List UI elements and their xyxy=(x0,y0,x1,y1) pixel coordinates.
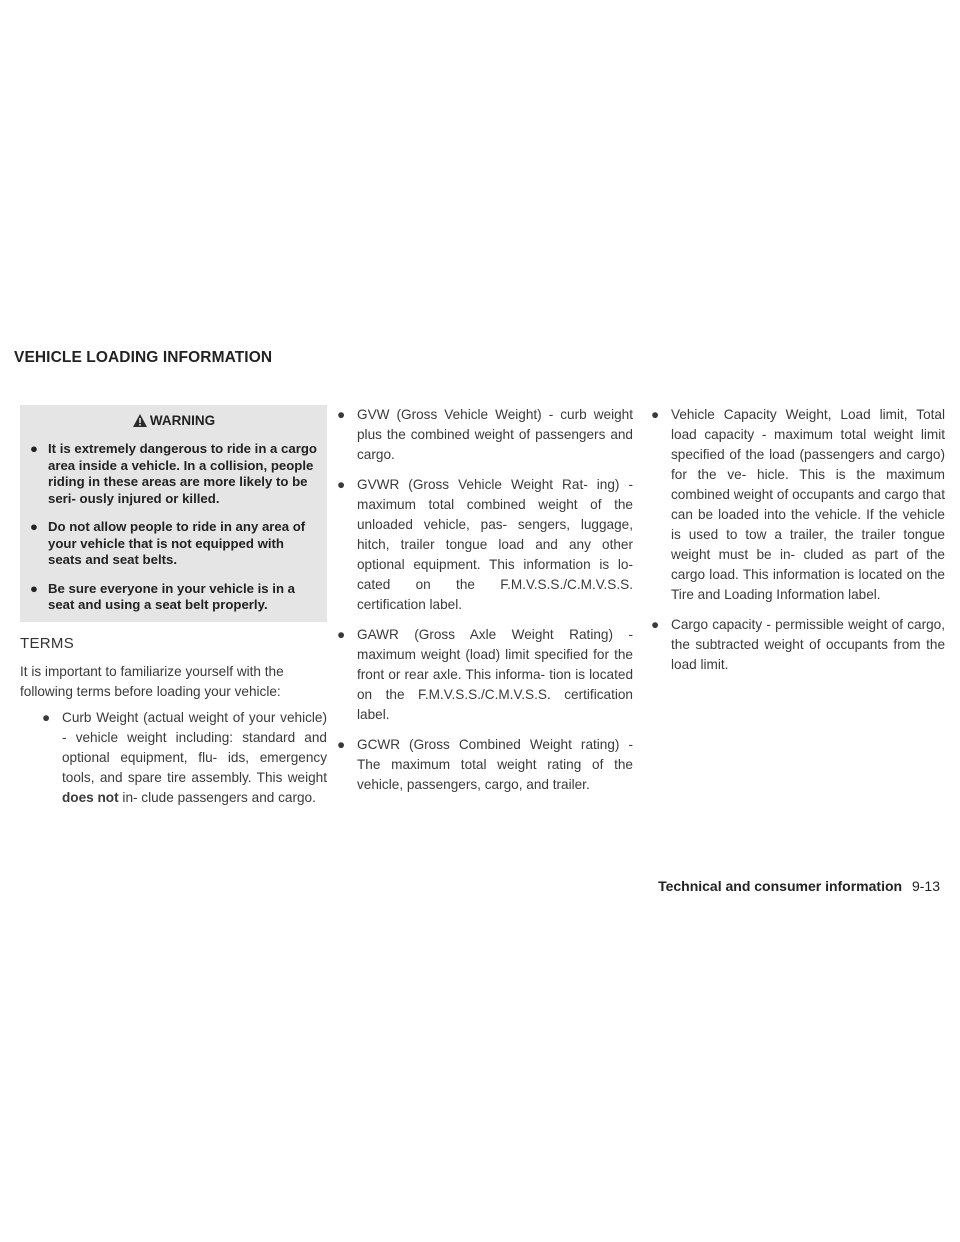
bullet-icon: ● xyxy=(651,407,660,422)
column-1 xyxy=(20,405,327,818)
warning-item-text: Do not allow people to ride in any area of your vehicle that is not equipped with seats and seat belts. xyxy=(48,519,306,567)
curb-weight-text-end: in- clude passengers and cargo. xyxy=(122,789,316,805)
curb-weight-emphasis: does not xyxy=(62,789,119,805)
column-3 xyxy=(651,405,945,685)
page-number: 9-13 xyxy=(911,878,940,894)
warning-heading: WARNING xyxy=(149,413,216,428)
curb-weight-text: Curb Weight (actual weight of your vehicle) - vehicle weight including: standard and optional equipment, flu- ids, emergency tools, and spare tire assembly. This weight xyxy=(62,709,327,785)
bullet-icon: ● xyxy=(651,617,660,632)
list-item-text: GVW (Gross Vehicle Weight) - curb weight plus the combined weight of passengers and cargo. xyxy=(357,407,633,462)
warning-item xyxy=(28,441,319,507)
warning-triangle-icon xyxy=(132,413,148,428)
list-item xyxy=(651,615,945,675)
warning-item xyxy=(28,581,319,614)
list-item xyxy=(337,625,633,725)
column-2 xyxy=(337,405,633,805)
list-item-text: GVWR (Gross Vehicle Weight Rat- ing) - maximum total combined weight of the unloaded vehicle, pas- sengers, luggage, hitch, trailer tongue load and any other optional equipment. This information is lo- cated on the F.M.V.S.S./C.M.V.S.S. certification label. xyxy=(357,477,633,612)
bullet-icon: ● xyxy=(337,477,346,492)
bullet-icon: ● xyxy=(337,737,346,752)
bullet-icon: ● xyxy=(42,709,51,725)
warning-item xyxy=(28,519,319,569)
list-item-curb-weight xyxy=(42,708,327,808)
bullet-icon: ● xyxy=(337,627,346,642)
footer-chapter: Technical and consumer information xyxy=(658,878,903,894)
bullet-icon: ● xyxy=(337,407,346,422)
bullet-icon: ● xyxy=(30,580,38,596)
warning-item-text: Be sure everyone in your vehicle is in a seat and using a seat belt properly. xyxy=(48,580,296,612)
list-item xyxy=(337,475,633,615)
terms-heading: TERMS xyxy=(20,634,74,652)
list-item xyxy=(337,405,633,465)
bullet-icon: ● xyxy=(30,441,38,456)
bullet-icon: ● xyxy=(30,519,38,534)
list-item-text: Cargo capacity - permissible weight of cargo, the subtracted weight of occupants from the load limit. xyxy=(671,617,945,672)
warning-header xyxy=(28,411,319,431)
list-item xyxy=(337,735,633,795)
section-title: VEHICLE LOADING INFORMATION xyxy=(14,349,273,366)
intro-paragraph: It is important to familiarize yourself with the following terms before loading your vehicle: xyxy=(20,663,284,699)
list-item-text: GAWR (Gross Axle Weight Rating) - maximum weight (load) limit specified for the front or rear axle. This informa- tion is located on the F.M.V.S.S./C.M.V.S.S. certification label. xyxy=(357,627,633,722)
list-item-text: GCWR (Gross Combined Weight rating) - The maximum total weight rating of the vehicle, passengers, cargo, and trailer. xyxy=(357,737,633,792)
warning-item-text: It is extremely dangerous to ride in a cargo area inside a vehicle. In a collision, people riding in these areas are more likely to be seri- ously injured or killed. xyxy=(48,441,317,506)
page-footer xyxy=(658,878,940,894)
list-item xyxy=(651,405,945,605)
list-item-text: Vehicle Capacity Weight, Load limit, Total load capacity - maximum total weight limit specified of the load (passengers and cargo) for the ve- hicle. This is the maximum combined weight of occupants and cargo that can be loaded into the vehicle. If the vehicle is used to tow a trailer, the trailer tongue weight must be in- cluded as part of the cargo load. This information is located on the Tire and Loading Information label. xyxy=(671,407,945,602)
warning-box xyxy=(20,405,327,622)
